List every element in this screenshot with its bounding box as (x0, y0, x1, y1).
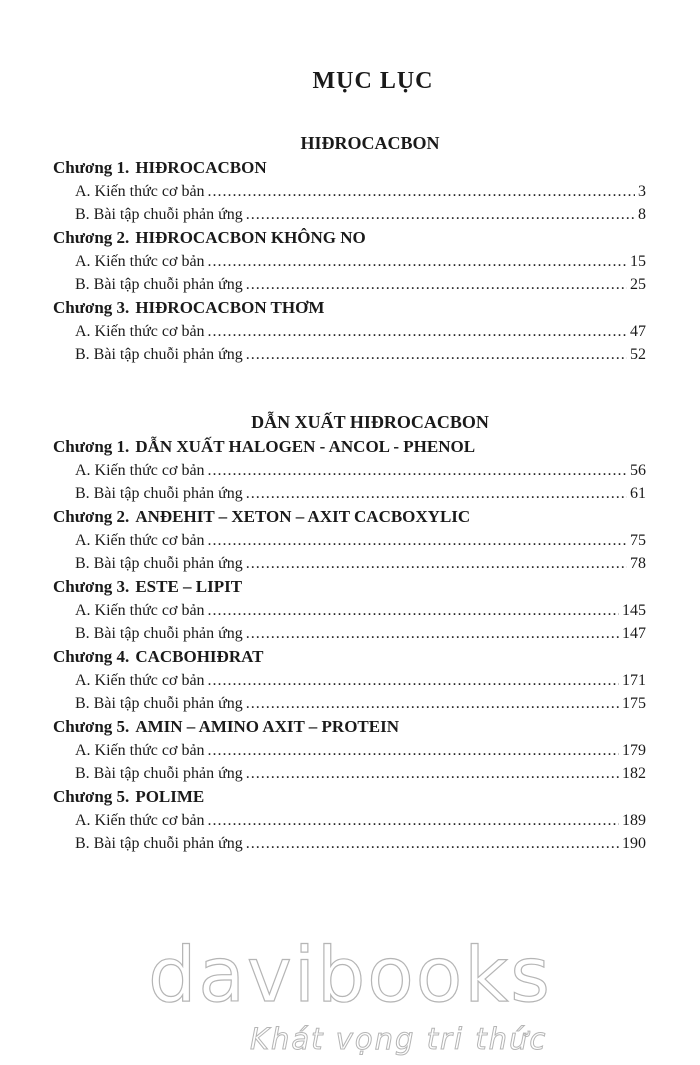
chapter-title: ANĐEHIT – XETON – AXIT CACBOXYLIC (135, 507, 471, 526)
chapter-number: Chương 3. (53, 577, 130, 596)
dot-leader (208, 529, 627, 552)
dot-leader (208, 739, 619, 762)
toc-section-hidrocacbon (0, 130, 700, 366)
entry-page: 182 (622, 765, 646, 782)
chapter-heading (53, 156, 700, 180)
chapter-number: Chương 1. (53, 158, 130, 177)
toc-entry[interactable] (75, 320, 646, 343)
chapter-heading (53, 785, 700, 809)
entry-label: B. Bài tập chuỗi phản ứng (75, 695, 243, 712)
entry-label: A. Kiến thức cơ bản (75, 253, 205, 270)
dot-leader (246, 552, 627, 575)
entry-page: 8 (638, 206, 646, 223)
dot-leader (208, 459, 627, 482)
toc-entry[interactable] (75, 692, 646, 715)
chapter-number: Chương 3. (53, 298, 130, 317)
entry-label: A. Kiến thức cơ bản (75, 742, 205, 759)
toc-entry[interactable] (75, 622, 646, 645)
entry-label: A. Kiến thức cơ bản (75, 183, 205, 200)
dot-leader (246, 622, 619, 645)
toc-entry[interactable] (75, 529, 646, 552)
chapter-title: HIĐROCACBON THƠM (135, 298, 325, 317)
toc-section-dan-xuat (0, 409, 700, 855)
chapter-heading (53, 296, 700, 320)
entry-label: B. Bài tập chuỗi phản ứng (75, 555, 243, 572)
entry-label: B. Bài tập chuỗi phản ứng (75, 346, 243, 363)
chapter-title: AMIN – AMINO AXIT – PROTEIN (135, 717, 399, 736)
dot-leader (208, 180, 635, 203)
watermark-slogan: Khát vọng tri thức (250, 1022, 548, 1056)
entry-page: 3 (638, 183, 646, 200)
entry-label: A. Kiến thức cơ bản (75, 812, 205, 829)
chapter-number: Chương 4. (53, 647, 130, 666)
toc-entry[interactable] (75, 739, 646, 762)
toc-entry[interactable] (75, 762, 646, 785)
entry-page: 171 (622, 672, 646, 689)
entry-page: 56 (630, 462, 646, 479)
entry-label: B. Bài tập chuỗi phản ứng (75, 835, 243, 852)
chapter-title: DẪN XUẤT HALOGEN - ANCOL - PHENOL (135, 437, 476, 456)
toc-entry[interactable] (75, 250, 646, 273)
entry-label: B. Bài tập chuỗi phản ứng (75, 206, 243, 223)
toc-entry[interactable] (75, 832, 646, 855)
dot-leader (246, 343, 627, 366)
chapter-number: Chương 1. (53, 437, 130, 456)
toc-entry[interactable] (75, 343, 646, 366)
chapter-title: HIĐROCACBON (135, 158, 267, 177)
chapter-title: ESTE – LIPIT (135, 577, 243, 596)
entry-page: 189 (622, 812, 646, 829)
section-title: DẪN XUẤT HIĐROCACBON (251, 412, 489, 432)
toc-entry[interactable] (75, 669, 646, 692)
chapter-number: Chương 2. (53, 507, 130, 526)
toc-entry[interactable] (75, 273, 646, 296)
toc-entry[interactable] (75, 459, 646, 482)
entry-label: A. Kiến thức cơ bản (75, 602, 205, 619)
dot-leader (246, 482, 627, 505)
dot-leader (208, 809, 619, 832)
toc-entry[interactable] (75, 809, 646, 832)
chapter-title: CACBOHIĐRAT (135, 647, 264, 666)
entry-page: 179 (622, 742, 646, 759)
dot-leader (208, 250, 627, 273)
chapter-number: Chương 2. (53, 228, 130, 247)
entry-label: A. Kiến thức cơ bản (75, 672, 205, 689)
toc-entry[interactable] (75, 180, 646, 203)
dot-leader (246, 273, 627, 296)
entry-page: 47 (630, 323, 646, 340)
entry-page: 61 (630, 485, 646, 502)
entry-label: A. Kiến thức cơ bản (75, 532, 205, 549)
dot-leader (246, 203, 635, 226)
entry-label: B. Bài tập chuỗi phản ứng (75, 276, 243, 293)
section-title: HIĐROCACBON (300, 133, 440, 153)
page-title: MỤC LỤC (312, 68, 434, 94)
dot-leader (246, 692, 619, 715)
chapter-number: Chương 5. (53, 717, 130, 736)
entry-label: B. Bài tập chuỗi phản ứng (75, 765, 243, 782)
toc-entry[interactable] (75, 599, 646, 622)
toc-entry[interactable] (75, 482, 646, 505)
entry-label: A. Kiến thức cơ bản (75, 462, 205, 479)
entry-label: A. Kiến thức cơ bản (75, 323, 205, 340)
entry-label: B. Bài tập chuỗi phản ứng (75, 485, 243, 502)
chapter-number: Chương 5. (53, 787, 130, 806)
dot-leader (208, 669, 619, 692)
entry-page: 52 (630, 346, 646, 363)
toc-entry[interactable] (75, 203, 646, 226)
dot-leader (246, 762, 619, 785)
entry-page: 25 (630, 276, 646, 293)
entry-page: 78 (630, 555, 646, 572)
dot-leader (246, 832, 619, 855)
chapter-title: POLIME (135, 787, 205, 806)
entry-label: B. Bài tập chuỗi phản ứng (75, 625, 243, 642)
chapter-heading (53, 226, 700, 250)
toc-entry[interactable] (75, 552, 646, 575)
chapter-heading (53, 435, 700, 459)
chapter-heading (53, 715, 700, 739)
chapter-title: HIĐROCACBON KHÔNG NO (135, 228, 366, 247)
chapter-heading (53, 645, 700, 669)
entry-page: 75 (630, 532, 646, 549)
entry-page: 147 (622, 625, 646, 642)
chapter-heading (53, 575, 700, 599)
entry-page: 175 (622, 695, 646, 712)
chapter-heading (53, 505, 700, 529)
watermark-brand: davibooks (148, 930, 552, 1019)
entry-page: 145 (622, 602, 646, 619)
entry-page: 190 (622, 835, 646, 852)
dot-leader (208, 320, 627, 343)
entry-page: 15 (630, 253, 646, 270)
dot-leader (208, 599, 619, 622)
